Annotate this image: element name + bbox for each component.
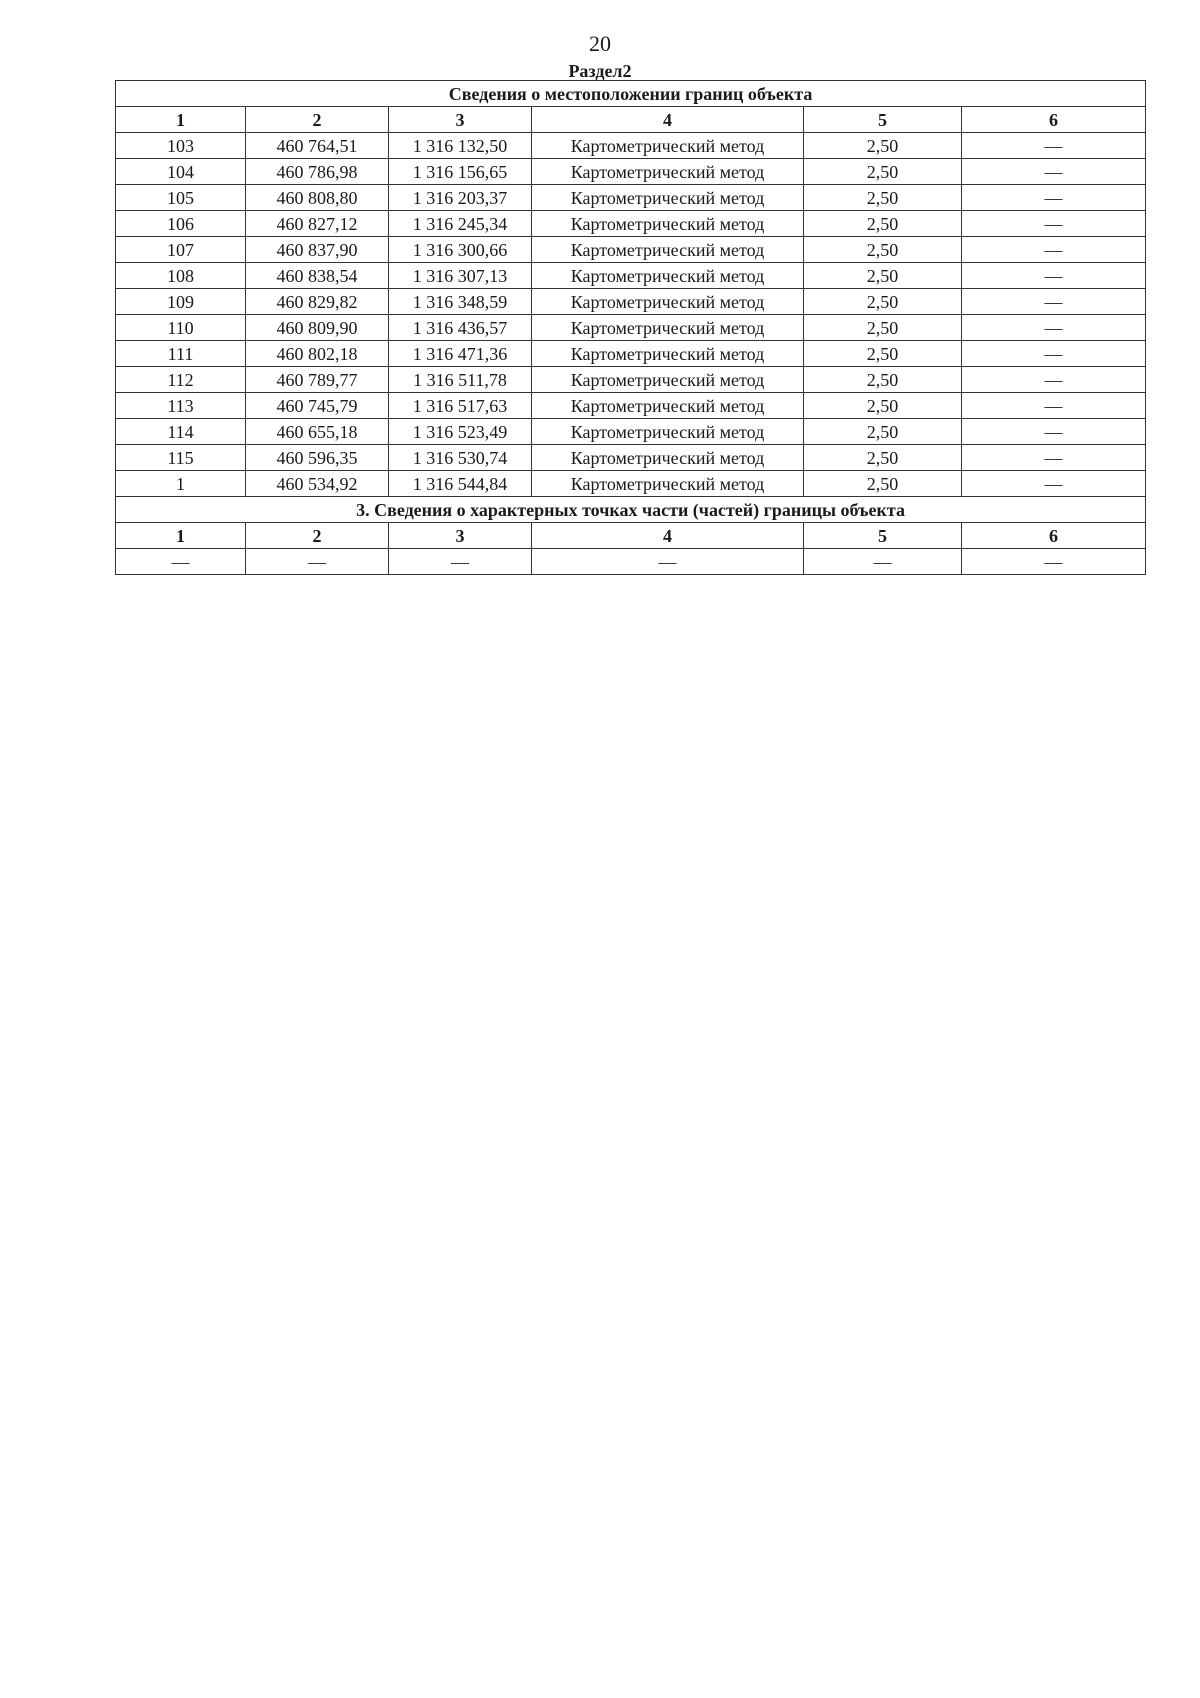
table-cell: Картометрический метод [532, 185, 804, 211]
table1-header-cell: 1 [116, 107, 246, 133]
table2-header-cell: 5 [804, 523, 962, 549]
table-cell: 106 [116, 211, 246, 237]
table-cell: 115 [116, 445, 246, 471]
table-cell: 2,50 [804, 159, 962, 185]
table-cell: 2,50 [804, 445, 962, 471]
table-cell: 1 [116, 471, 246, 497]
table1-row [116, 393, 1146, 419]
table-cell: — [962, 237, 1146, 263]
table-cell: 104 [116, 159, 246, 185]
table-cell: — [962, 471, 1146, 497]
table1-row [116, 159, 1146, 185]
table-cell: — [962, 393, 1146, 419]
table-cell: 460 827,12 [246, 211, 389, 237]
table-cell: Картометрический метод [532, 471, 804, 497]
table-cell: 2,50 [804, 237, 962, 263]
table-cell: 1 316 530,74 [389, 445, 532, 471]
table-cell: 2,50 [804, 367, 962, 393]
table-cell: 460 786,98 [246, 159, 389, 185]
table1-row [116, 471, 1146, 497]
table-cell: 107 [116, 237, 246, 263]
table-cell: 1 316 436,57 [389, 315, 532, 341]
table-cell: 460 534,92 [246, 471, 389, 497]
table-cell: 1 316 471,36 [389, 341, 532, 367]
table-cell: 1 316 245,34 [389, 211, 532, 237]
table-cell: — [962, 263, 1146, 289]
table-cell: 1 316 307,13 [389, 263, 532, 289]
table1-row [116, 237, 1146, 263]
table-cell: — [962, 315, 1146, 341]
table-cell: 2,50 [804, 133, 962, 159]
table-cell: — [532, 549, 804, 575]
boundary-table-body [116, 81, 1146, 575]
table-cell: 114 [116, 419, 246, 445]
table-cell: 460 789,77 [246, 367, 389, 393]
table1-header-cell: 2 [246, 107, 389, 133]
table-cell: Картометрический метод [532, 263, 804, 289]
table-cell: 460 808,80 [246, 185, 389, 211]
table-cell: Картометрический метод [532, 445, 804, 471]
table-cell: 2,50 [804, 393, 962, 419]
table-cell: — [962, 341, 1146, 367]
table1-row [116, 263, 1146, 289]
table2-header-row [116, 523, 1146, 549]
table-cell: Картометрический метод [532, 211, 804, 237]
table-cell: — [962, 445, 1146, 471]
table-cell: — [246, 549, 389, 575]
table1-row [116, 133, 1146, 159]
table-cell: 2,50 [804, 471, 962, 497]
table1-caption: Сведения о местоположении границ объекта [116, 81, 1146, 107]
table-cell: 460 764,51 [246, 133, 389, 159]
table1-row [116, 211, 1146, 237]
table-cell: 1 316 300,66 [389, 237, 532, 263]
table-cell: 2,50 [804, 419, 962, 445]
table-cell: 105 [116, 185, 246, 211]
table1-header-cell: 3 [389, 107, 532, 133]
table-cell: 103 [116, 133, 246, 159]
table-cell: — [962, 211, 1146, 237]
boundary-table [115, 80, 1146, 575]
table1-row [116, 185, 1146, 211]
table2-header-cell: 6 [962, 523, 1146, 549]
table2-header-cell: 2 [246, 523, 389, 549]
table-cell: 1 316 517,63 [389, 393, 532, 419]
table-cell: 460 655,18 [246, 419, 389, 445]
table1-header-cell: 6 [962, 107, 1146, 133]
table-cell: — [116, 549, 246, 575]
table1-row [116, 445, 1146, 471]
table2-header-cell: 3 [389, 523, 532, 549]
table-cell: Картометрический метод [532, 367, 804, 393]
table1-row [116, 289, 1146, 315]
table-cell: Картометрический метод [532, 133, 804, 159]
table-cell: 1 316 523,49 [389, 419, 532, 445]
table2-header-cell: 4 [532, 523, 804, 549]
table2-row [116, 549, 1146, 575]
table-cell: 1 316 156,65 [389, 159, 532, 185]
table1-caption-row [116, 81, 1146, 107]
table-cell: Картометрический метод [532, 419, 804, 445]
table-cell: Картометрический метод [532, 341, 804, 367]
page-number: 20 [589, 31, 611, 56]
table-cell: 1 316 132,50 [389, 133, 532, 159]
table-cell: 1 316 348,59 [389, 289, 532, 315]
table-cell: 1 316 544,84 [389, 471, 532, 497]
table-cell: 460 745,79 [246, 393, 389, 419]
table-cell: 112 [116, 367, 246, 393]
table-cell: 460 809,90 [246, 315, 389, 341]
table-cell: 460 829,82 [246, 289, 389, 315]
table-cell: — [389, 549, 532, 575]
table-cell: 460 802,18 [246, 341, 389, 367]
table-cell: — [962, 367, 1146, 393]
table-cell: — [962, 185, 1146, 211]
table-cell: — [962, 159, 1146, 185]
table1-row [116, 367, 1146, 393]
table-cell: Картометрический метод [532, 237, 804, 263]
table-cell: 108 [116, 263, 246, 289]
table2-caption-row [116, 497, 1146, 523]
section-title: Раздел2 [568, 61, 632, 81]
table-cell: — [962, 419, 1146, 445]
table-cell: 110 [116, 315, 246, 341]
table-cell: 1 316 511,78 [389, 367, 532, 393]
table-cell: 2,50 [804, 263, 962, 289]
table2-header-cell: 1 [116, 523, 246, 549]
table-cell: 2,50 [804, 341, 962, 367]
table-cell: 460 837,90 [246, 237, 389, 263]
table-cell: 460 838,54 [246, 263, 389, 289]
table1-header-row [116, 107, 1146, 133]
table-cell: 2,50 [804, 211, 962, 237]
table-cell: 2,50 [804, 315, 962, 341]
table1-row [116, 419, 1146, 445]
table1-header-cell: 5 [804, 107, 962, 133]
table-cell: Картометрический метод [532, 159, 804, 185]
table-cell: 2,50 [804, 289, 962, 315]
table1-row [116, 341, 1146, 367]
table2-caption: 3. Сведения о характерных точках части (частей) границы объекта [116, 497, 1146, 523]
table-cell: Картометрический метод [532, 315, 804, 341]
table-cell: — [804, 549, 962, 575]
table-cell: Картометрический метод [532, 289, 804, 315]
table-cell: 2,50 [804, 185, 962, 211]
table-cell: 460 596,35 [246, 445, 389, 471]
table-cell: 1 316 203,37 [389, 185, 532, 211]
table-cell: — [962, 289, 1146, 315]
table-cell: 109 [116, 289, 246, 315]
table-cell: — [962, 133, 1146, 159]
table-cell: Картометрический метод [532, 393, 804, 419]
table-cell: — [962, 549, 1146, 575]
table-cell: 111 [116, 341, 246, 367]
table1-row [116, 315, 1146, 341]
table-cell: 113 [116, 393, 246, 419]
table1-header-cell: 4 [532, 107, 804, 133]
